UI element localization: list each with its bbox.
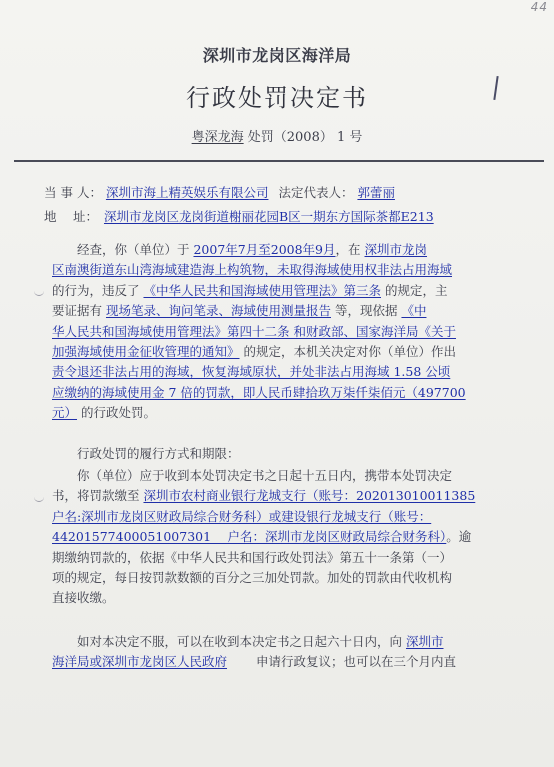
line-text: 。逾 <box>446 529 472 545</box>
filled-field-text: 应缴纳的海域使用金 7 倍的罚款，即人民币肆拾玖万柒仟柒佰元（497700 <box>52 384 466 400</box>
filled-field-text: 现场笔录、询问笔录、海域使用测量报告 <box>105 303 331 319</box>
legal-rep-label: 法定代表人： <box>278 185 354 200</box>
party-name: 深圳市海上精英娱乐有限公司 <box>105 185 269 200</box>
party-label: 当 事 人： <box>44 185 102 200</box>
address-label: 地 址： <box>44 209 98 224</box>
line-text: 的行为，违反了 <box>52 282 144 298</box>
text-line <box>52 240 514 260</box>
legal-rep-name: 郭蕾丽 <box>357 185 395 200</box>
page-number: 44 <box>530 0 548 14</box>
text-line <box>52 403 514 423</box>
filled-field-text: 深圳市 <box>405 634 444 649</box>
text-line <box>52 632 514 652</box>
address-line <box>44 207 434 225</box>
filled-field-text: 华人民共和国海域使用管理法》第四十二条 和财政部、国家海洋局《关于 <box>52 323 456 339</box>
paragraph-enforcement <box>52 466 514 609</box>
filled-field-text: 深圳市龙岗 <box>364 242 428 257</box>
margin-hole-mark <box>34 493 44 502</box>
line-text: 的规定，本机关决定对你（单位）作出 <box>239 344 456 360</box>
enforcement-title: 行政处罚的履行方式和期限： <box>52 446 240 461</box>
line-text: 项的规定，每日按罚款数额的百分之三加处罚款。加处的罚款由代收机构 <box>52 570 453 586</box>
text-line <box>52 568 514 588</box>
line-text: 申请行政复议；也可以在三个月内直 <box>227 654 456 670</box>
filled-field-text: 《中 <box>401 303 427 319</box>
line-text: 的行政处罚。 <box>77 405 156 421</box>
filled-field-text: 加强海域使用金征收管理的通知》 <box>52 344 240 360</box>
line-text: 期缴纳罚款的，依据《中华人民共和国行政处罚法》第五十一条第（一） <box>52 549 453 565</box>
document-number-rest: 处罚（2008） 1 号 <box>247 130 363 145</box>
filled-field-text: 《中华人民共和国海域使用管理法》第三条 <box>143 282 381 298</box>
line-text: 要证据有 <box>52 303 106 319</box>
filled-field-text: 深圳市农村商业银行龙城支行（账号：202013010011385 <box>143 488 476 504</box>
line-text: 你（单位）应于收到本处罚决定书之日起十五日内，携带本处罚决定 <box>52 468 453 483</box>
text-line <box>52 301 514 321</box>
text-line <box>52 486 514 506</box>
line-text: 直接收缴。 <box>52 590 115 606</box>
line-text: 如对本决定不服，可以在收到本决定书之日起六十日内，向 <box>52 634 406 649</box>
line-text: 经查，你（单位）于 <box>52 242 194 257</box>
document-number <box>0 126 554 145</box>
text-line <box>52 652 514 672</box>
line-text: 书，将罚款缴至 <box>52 488 144 504</box>
text-line <box>52 527 514 547</box>
header-rule <box>14 160 544 162</box>
text-line <box>52 548 514 568</box>
line-text: ，在 <box>335 242 365 257</box>
filled-field-text: 户名:深圳市龙岗区财政局综合财务科）或建设银行龙城支行（账号： <box>52 508 432 524</box>
party-line <box>44 183 395 201</box>
text-line <box>52 362 514 382</box>
document-title: 行政处罚决定书 <box>186 84 368 112</box>
text-line <box>52 342 514 362</box>
text-line <box>52 281 514 301</box>
text-line <box>52 383 514 403</box>
text-line <box>52 260 514 280</box>
paragraph-findings <box>52 240 514 424</box>
margin-hole-mark <box>34 287 44 296</box>
address-value: 深圳市龙岗区龙岗街道榭丽花园B区一期东方国际茶都E213 <box>103 209 434 224</box>
text-line <box>52 588 514 608</box>
paragraph-enforcement-title <box>52 444 514 464</box>
document-number-prefix: 粤深龙海 <box>191 130 244 145</box>
filled-field-text: 海洋局或深圳市龙岗区人民政府 <box>52 654 228 670</box>
text-line <box>52 322 514 342</box>
filled-field-text: 责令退还非法占用的海域，恢复海域原状，并处非法占用海域 1.58 公顷 <box>52 364 451 380</box>
line-text: 等，现依据 <box>331 303 402 319</box>
text-line <box>52 507 514 527</box>
line-text: 的规定，主 <box>381 282 448 298</box>
filled-field-text: 元） <box>52 405 78 421</box>
issuing-bureau: 深圳市龙岗区海洋局 <box>202 46 352 65</box>
filled-field-text: 44201577400051007301 户名：深圳市龙岗区财政局综合财务科） <box>52 529 447 545</box>
filled-field-text: 2007年7月至2008年9月 <box>193 242 336 257</box>
paragraph-appeal <box>52 632 514 673</box>
text-line <box>52 466 514 486</box>
filled-field-text: 区南澳街道东山湾海域建造海上构筑物，未取得海域使用权非法占用海域 <box>52 262 453 278</box>
